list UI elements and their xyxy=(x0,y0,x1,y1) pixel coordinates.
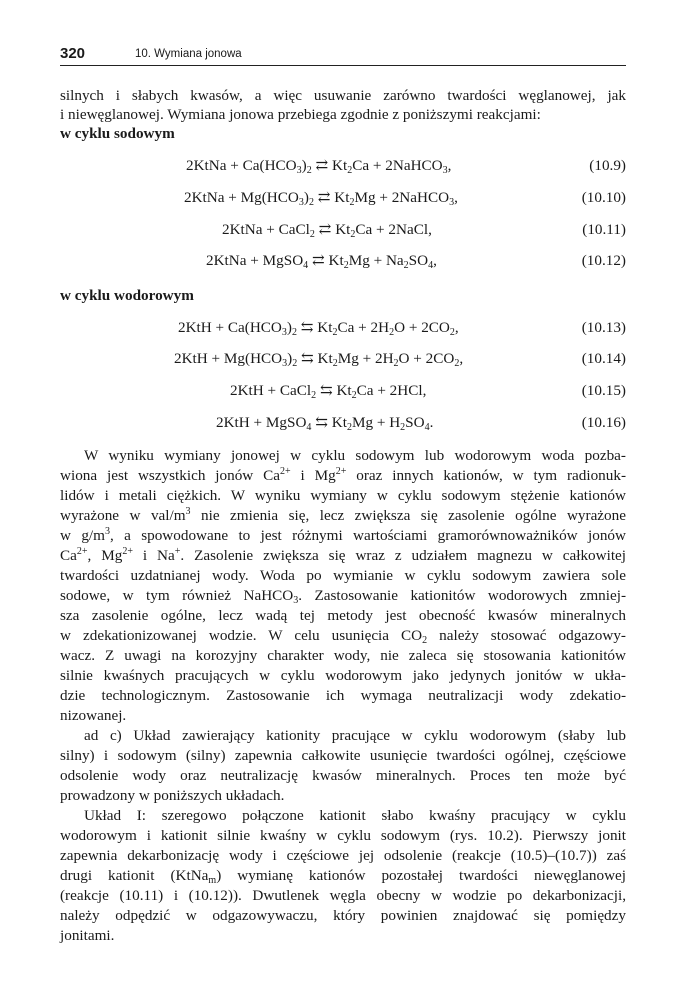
text-line: dzie technologicznym. Zastosowanie ich wymaga neutralizacji wody zdekatio- xyxy=(60,687,626,704)
text-line: Układ I: szeregowo połączone kationit słabo kwaśny pracujący w cyklu xyxy=(84,807,626,824)
text-line: (reakcje (10.11) i (10.12)). Dwutlenek węgla obecny w wodzie po dekarbonizacji, xyxy=(60,887,626,904)
text-line: ad c) Układ zawierający kationity pracujące w cyklu wodorowym (słaby lub xyxy=(84,727,626,744)
equation-number: (10.9) xyxy=(589,157,626,174)
text-line: wodorowym i kationit silnie kwaśny w cyklu sodowym (rys. 10.2). Pierwszy jonit xyxy=(60,827,626,844)
equation-number: (10.11) xyxy=(582,221,626,238)
equation-number: (10.10) xyxy=(581,189,626,206)
equation-number: (10.16) xyxy=(581,414,626,431)
text-line: wacz. Z uwagi na korozyjny charakter wody, nie zaleca się stosowania kationitów xyxy=(60,647,626,664)
chapter-title: 10. Wymiana jonowa xyxy=(135,48,242,60)
equation-10-15: 2KtH + CaCl$_2$ ⇆ $Kt_2Ca + 2HCl$, xyxy=(230,382,427,401)
text-line: nizowanej. xyxy=(60,707,127,724)
text-line: wiona jest wszystkich jonów $Ca^{2+}$ i $Mg^{2+}$ oraz innych kationów, w tym radionuk- xyxy=(60,466,626,484)
text-line: sza zasolenie ogólne, lecz wadą tej metody jest obecność kwasów mineralnych xyxy=(60,607,626,624)
text-line: drugi kationit (KtNa$_m$) wymianę kationów pozostałej twardości niewęglanowej xyxy=(60,867,626,886)
equation-10-11: 2KtNa + CaCl$_2$ ⇄ $Kt_2Ca$ + 2NaCl, xyxy=(222,221,432,240)
equation-10-12: 2KtNa + MgSO$_4$ ⇄ $Kt_2Mg + Na_2SO_4$, xyxy=(206,252,437,271)
text-line: wyrażone w val/$m^3$ nie zmienia się, lecz zwiększa się zasolenie ogólne wyrażone xyxy=(60,506,626,524)
text-line: sodowe, w tym również NaHCO$_3$. Zastosowanie kationitów wodorowych zmniej- xyxy=(60,587,626,606)
text-line: silny) i sodowym (silny) zapewnia całkowite usunięcie twardości ogólnej, częściowe xyxy=(60,747,626,764)
text-line: silnie kwaśnych pracujących w cyklu wodorowym jako jedynych jonitów w ukła- xyxy=(60,667,626,684)
text-line: $Ca^{2+}$, $Mg^{2+}$ i Na+. Zasolenie zwiększa się wraz z udziałem magnezu w całkowitej xyxy=(60,546,626,564)
equation-10-13: $2KtH + Ca(HCO_3)_2$ ⇆ $Kt_2Ca + 2H_2O + 2CO_2$, xyxy=(178,319,459,338)
text-line: w $g/m^3$, a spowodowane to jest różnymi wartościami gramorównoważników jonów xyxy=(60,526,626,544)
text-line: prowadzony w poniższych układach. xyxy=(60,787,285,804)
equation-number: (10.13) xyxy=(581,319,626,336)
equation-10-14: $2KtH + Mg(HCO_3)_2$ ⇆ $Kt_2Mg + 2H_2O + 2CO_2$, xyxy=(174,350,464,369)
section-heading-sodium: w cyklu sodowym xyxy=(60,125,175,142)
section-heading-hydrogen: w cyklu wodorowym xyxy=(60,287,194,304)
equation-10-16: 2KtH + MgSO$_4$ ⇆ $Kt_2Mg + H_2SO_4$. xyxy=(216,414,434,433)
text-line: twardości uzdatnianej wody. Woda po wymianie w cyklu sodowym zawiera sole xyxy=(60,567,626,584)
text-line: zapewnia dekarbonizację wody i częściowe jej odsolenie (reakcje (10.5)–(10.7)) zaś xyxy=(60,847,626,864)
text-line: i niewęglanowej. Wymiana jonowa przebiega zgodnie z poniższymi reakcjami: xyxy=(60,106,541,123)
equation-number: (10.14) xyxy=(581,350,626,367)
text-line: w zdekationizowanej wodzie. W celu usunięcia $CO_2$ należy stosować odgazowy- xyxy=(60,627,626,646)
equation-number: (10.15) xyxy=(581,382,626,399)
text-line: lidów i metali ciężkich. W wyniku wymiany w cyklu sodowym stężenie kationów xyxy=(60,487,626,504)
equation-number: (10.12) xyxy=(581,252,626,269)
text-line: odsolenie wody oraz neutralizację kwasów mineralnych. Proces ten może być xyxy=(60,767,626,784)
text-line: jonitami. xyxy=(60,927,115,944)
text-line: silnych i słabych kwasów, a więc usuwanie zarówno twardości węglanowej, jak xyxy=(60,87,626,104)
equation-10-9: 2KtNa + $Ca(HCO_3)_2$ ⇄ $Kt_2Ca$ + 2NaHCO$_3$, xyxy=(186,157,452,176)
equation-10-10: 2KtNa + $Mg(HCO_3)_2$ ⇄ $Kt_2Mg$ + 2NaHCO$_3$, xyxy=(184,189,458,208)
page-header xyxy=(60,45,626,66)
text-line: W wyniku wymiany jonowej w cyklu sodowym lub wodorowym woda pozba- xyxy=(84,447,626,464)
text-line: należy odpędzić w odgazowywaczu, który powinien znajdować się pomiędzy xyxy=(60,907,626,924)
page-number: 320 xyxy=(60,45,86,62)
